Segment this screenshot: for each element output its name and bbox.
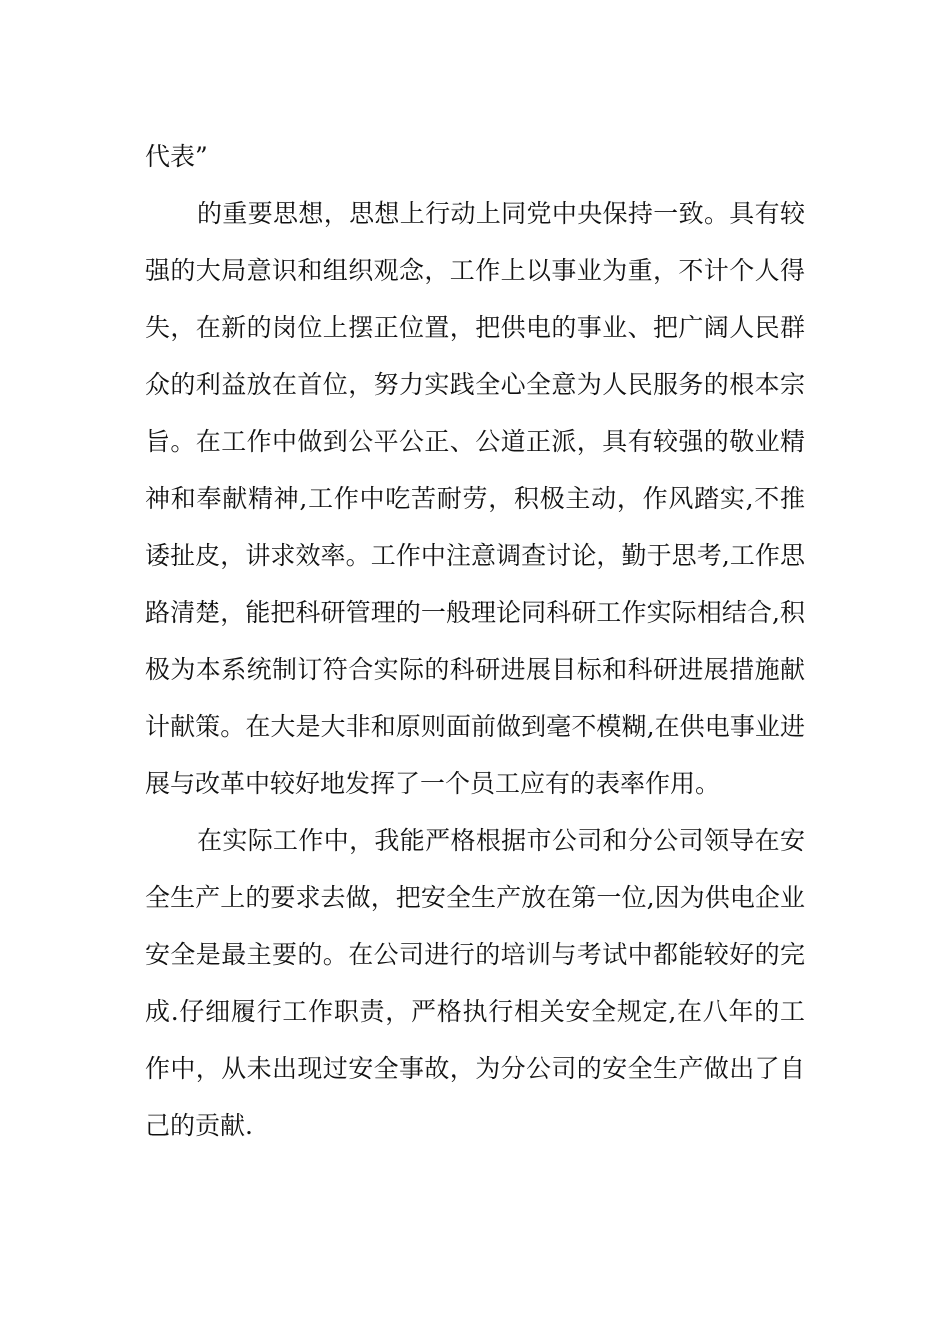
paragraph-safety-production: 在实际工作中，我能严格根据市公司和分公司领导在安全生产上的要求去做，把安全生产放在第一位,因为供电企业安全是最主要的。在公司进行的培训与考试中都能较好的完成.仔细履行工作职责，严格执行相关安全规定,在八年的工作中，从未出现过安全事故，为分公司的安全生产做出了自己的贡献. — [145, 826, 805, 1140]
document-body — [145, 128, 805, 1154]
paragraph-continuation: 代表” — [145, 142, 208, 171]
paragraph-political-stance: 的重要思想，思想上行动上同党中央保持一致。具有较强的大局意识和组织观念，工作上以事业为重，不计个人得失，在新的岗位上摆正位置，把供电的事业、把广阔人民群众的利益放在首位，努力实践全心全意为人民服务的根本宗旨。在工作中做到公平公正、公道正派，具有较强的敬业精神和奉献精神,工作中吃苦耐劳，积极主动，作风踏实,不推诿扯皮，讲求效率。工作中注意调查讨论，勤于思考,工作思路清楚，能把科研管理的一般理论同科研工作实际相结合,积极为本系统制订符合实际的科研进展目标和科研进展措施献计献策。在大是大非和原则面前做到毫不模糊,在供电事业进展与改革中较好地发挥了一个员工应有的表率作用。 — [145, 199, 805, 798]
